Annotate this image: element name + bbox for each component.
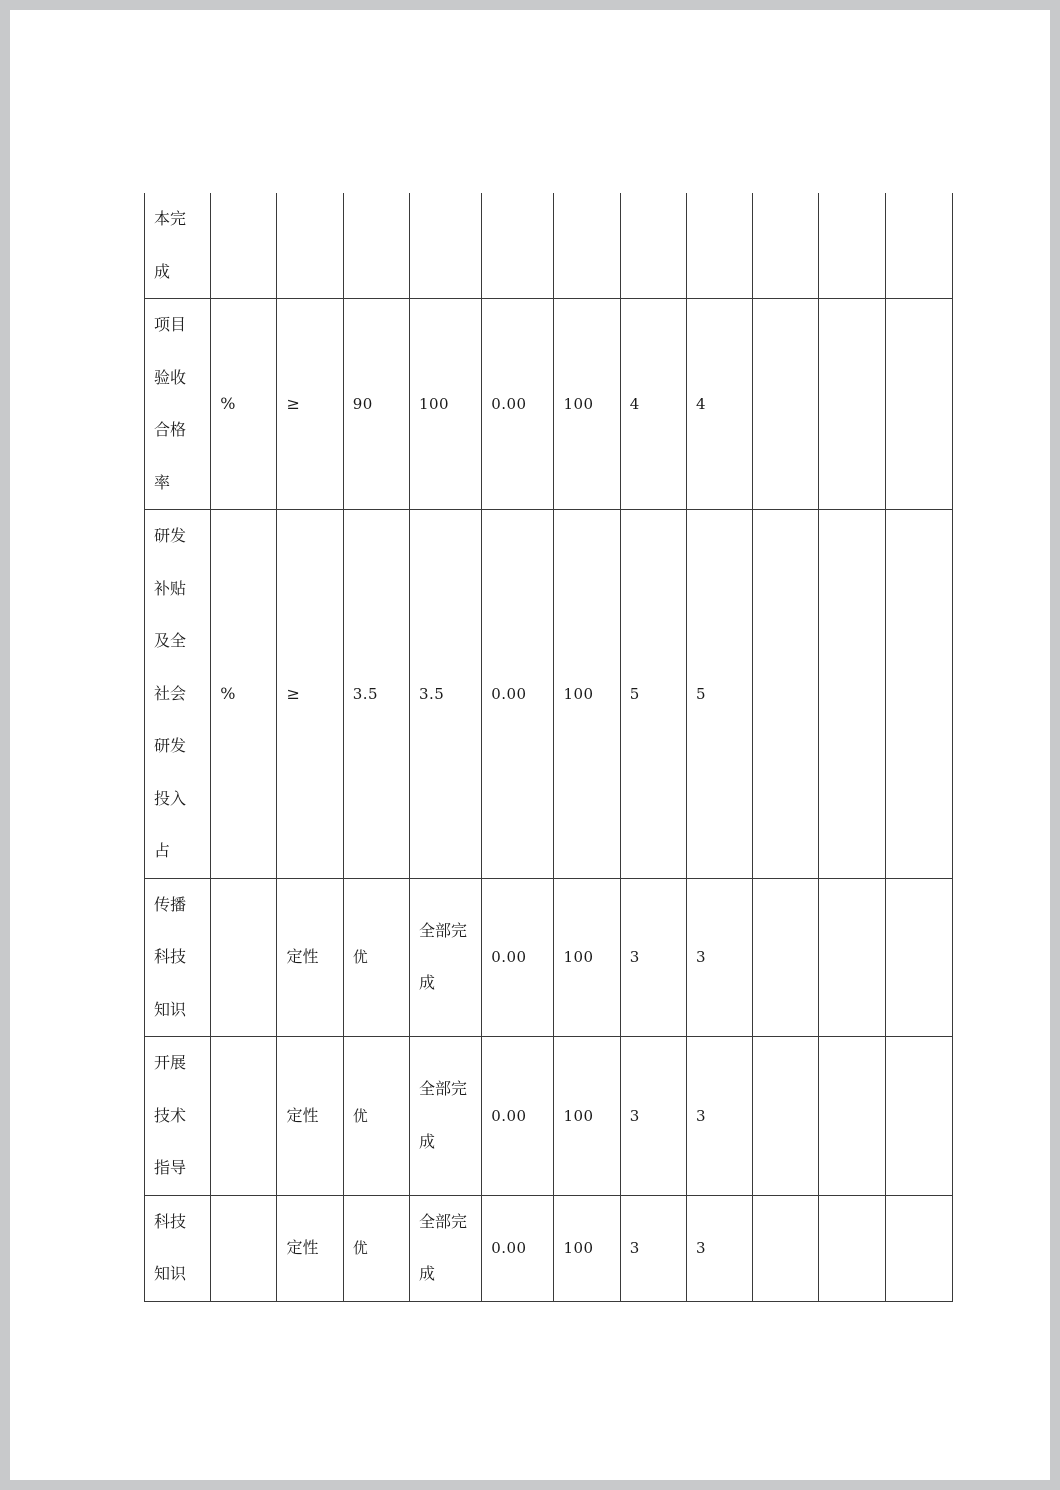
unit-cell bbox=[211, 1195, 277, 1301]
actual-value-line: 成 bbox=[418, 973, 435, 993]
score-cell-0: 0.00 bbox=[482, 510, 554, 879]
empty-cell-2 bbox=[885, 193, 952, 299]
score-cell-0: 0.00 bbox=[482, 878, 554, 1037]
operator-cell: 定性 bbox=[277, 878, 343, 1037]
table-row bbox=[145, 299, 953, 510]
actual-value-cell bbox=[409, 510, 481, 879]
actual-value-line: 全部完 bbox=[418, 920, 467, 940]
score-cell-2: 3 bbox=[620, 878, 686, 1037]
empty-cell-2 bbox=[885, 299, 952, 510]
indicator-name-line: 合格 bbox=[154, 420, 187, 439]
table-body bbox=[145, 193, 953, 1301]
score-cell-0 bbox=[482, 193, 554, 299]
empty-cell-0 bbox=[753, 299, 819, 510]
score-cell-3: 4 bbox=[686, 299, 752, 510]
score-cell-0: 0.00 bbox=[482, 1195, 554, 1301]
operator-cell: 定性 bbox=[277, 1195, 343, 1301]
score-cell-0: 0.00 bbox=[482, 299, 554, 510]
score-cell-3: 3 bbox=[686, 1037, 752, 1196]
table-row bbox=[145, 193, 953, 299]
target-value-cell: 90 bbox=[343, 299, 409, 510]
score-cell-2: 3 bbox=[620, 1037, 686, 1196]
empty-cell-2 bbox=[885, 1195, 952, 1301]
empty-cell-1 bbox=[819, 1195, 885, 1301]
empty-cell-1 bbox=[819, 878, 885, 1037]
actual-value-line: 全部完 bbox=[418, 1211, 467, 1231]
score-cell-1: 100 bbox=[554, 1037, 620, 1196]
indicator-name-cell bbox=[145, 878, 211, 1037]
score-cell-1 bbox=[554, 193, 620, 299]
document-page bbox=[10, 10, 1050, 1480]
actual-value-cell bbox=[409, 1037, 481, 1196]
indicator-name-line: 投入 bbox=[154, 788, 187, 808]
table-row bbox=[145, 1195, 953, 1301]
unit-cell: % bbox=[211, 510, 277, 879]
indicator-name-line: 社会 bbox=[154, 683, 187, 703]
indicator-name-line: 研发 bbox=[154, 736, 187, 755]
empty-cell-2 bbox=[885, 510, 952, 879]
score-cell-1: 100 bbox=[554, 878, 620, 1037]
operator-cell: ≥ bbox=[277, 299, 343, 510]
indicator-name-line: 科技 bbox=[154, 1211, 187, 1231]
table-row bbox=[145, 510, 953, 879]
indicator-name-line: 及全 bbox=[154, 631, 187, 650]
empty-cell-1 bbox=[819, 1037, 885, 1196]
score-cell-3 bbox=[686, 193, 752, 299]
target-value-cell bbox=[343, 193, 409, 299]
empty-cell-1 bbox=[819, 299, 885, 510]
indicator-name-line: 开展 bbox=[154, 1053, 187, 1072]
actual-value-cell bbox=[409, 299, 481, 510]
indicator-name-line: 传播 bbox=[154, 894, 187, 914]
operator-cell: ≥ bbox=[277, 510, 343, 879]
actual-value-cell bbox=[409, 1195, 481, 1301]
indicator-name-line: 技术 bbox=[154, 1105, 187, 1125]
operator-cell bbox=[277, 193, 343, 299]
score-cell-1: 100 bbox=[554, 1195, 620, 1301]
unit-cell bbox=[211, 878, 277, 1037]
indicator-name-line: 占 bbox=[154, 841, 171, 860]
indicator-name-cell bbox=[145, 193, 211, 299]
score-cell-2 bbox=[620, 193, 686, 299]
score-cell-1: 100 bbox=[554, 510, 620, 879]
indicator-name-cell bbox=[145, 299, 211, 510]
indicator-name-cell bbox=[145, 1195, 211, 1301]
indicator-name-line: 知识 bbox=[154, 1264, 187, 1283]
score-cell-2: 3 bbox=[620, 1195, 686, 1301]
actual-value-line: 全部完 bbox=[418, 1079, 467, 1099]
empty-cell-1 bbox=[819, 510, 885, 879]
actual-value-line: 成 bbox=[418, 1264, 435, 1283]
indicator-name-cell bbox=[145, 1037, 211, 1196]
target-value-cell: 优 bbox=[343, 1195, 409, 1301]
empty-cell-2 bbox=[885, 1037, 952, 1196]
table-row bbox=[145, 878, 953, 1037]
empty-cell-0 bbox=[753, 193, 819, 299]
empty-cell-0 bbox=[753, 1195, 819, 1301]
indicator-name-line: 研发 bbox=[154, 526, 187, 545]
empty-cell-0 bbox=[753, 1037, 819, 1196]
actual-value-line: 成 bbox=[418, 1131, 435, 1151]
unit-cell bbox=[211, 193, 277, 299]
indicator-name-line: 率 bbox=[154, 472, 171, 492]
performance-indicator-table bbox=[144, 193, 953, 1302]
target-value-cell: 优 bbox=[343, 878, 409, 1037]
indicator-name-line: 科技 bbox=[154, 947, 187, 966]
indicator-name-line: 补贴 bbox=[154, 578, 187, 598]
actual-value-line: 3.5 bbox=[418, 684, 445, 703]
score-cell-3: 3 bbox=[686, 878, 752, 1037]
target-value-cell: 优 bbox=[343, 1037, 409, 1196]
score-cell-3: 3 bbox=[686, 1195, 752, 1301]
indicator-name-line: 指导 bbox=[154, 1158, 187, 1177]
score-cell-3: 5 bbox=[686, 510, 752, 879]
score-cell-1: 100 bbox=[554, 299, 620, 510]
table-row bbox=[145, 1037, 953, 1196]
empty-cell-1 bbox=[819, 193, 885, 299]
actual-value-cell bbox=[409, 193, 481, 299]
operator-cell: 定性 bbox=[277, 1037, 343, 1196]
empty-cell-2 bbox=[885, 878, 952, 1037]
indicator-name-line: 本完 bbox=[154, 209, 187, 228]
indicator-name-line: 项目 bbox=[154, 315, 187, 334]
indicator-name-line: 知识 bbox=[154, 999, 187, 1019]
empty-cell-0 bbox=[753, 510, 819, 879]
score-cell-2: 5 bbox=[620, 510, 686, 879]
empty-cell-0 bbox=[753, 878, 819, 1037]
indicator-name-line: 成 bbox=[154, 261, 171, 281]
indicator-name-cell bbox=[145, 510, 211, 879]
indicator-name-line: 验收 bbox=[154, 367, 187, 387]
target-value-cell: 3.5 bbox=[343, 510, 409, 879]
unit-cell: % bbox=[211, 299, 277, 510]
score-cell-0: 0.00 bbox=[482, 1037, 554, 1196]
actual-value-cell bbox=[409, 878, 481, 1037]
score-cell-2: 4 bbox=[620, 299, 686, 510]
actual-value-line: 100 bbox=[418, 394, 450, 413]
unit-cell bbox=[211, 1037, 277, 1196]
